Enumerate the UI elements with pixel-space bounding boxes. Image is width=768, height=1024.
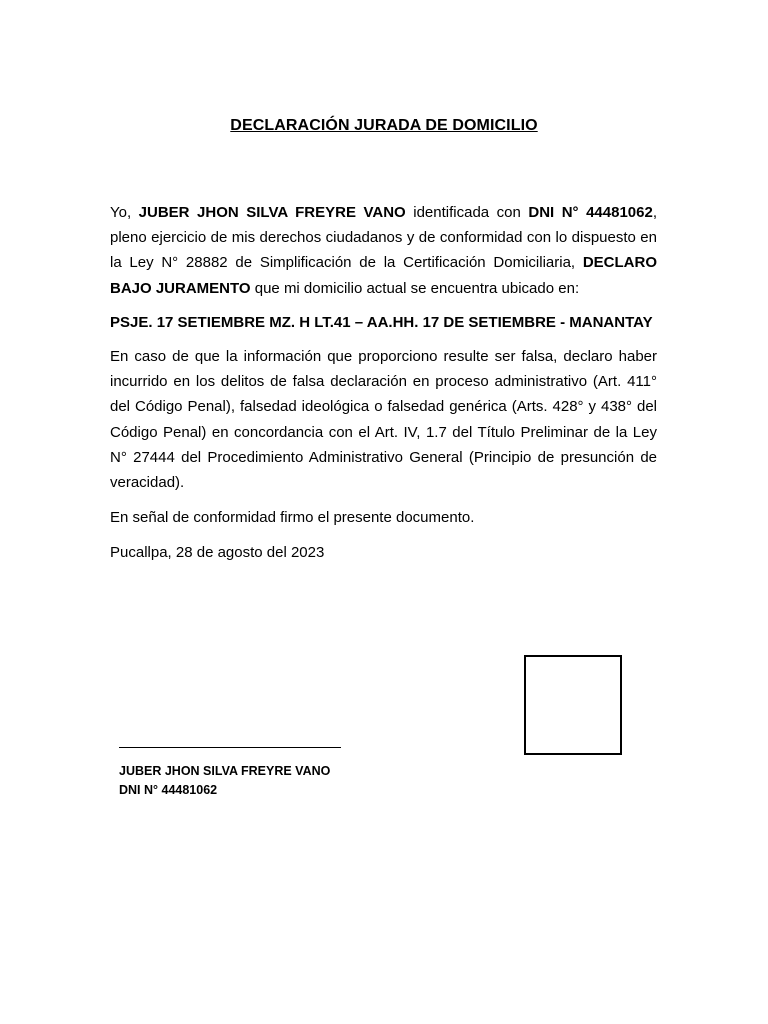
declaro-bajo-juramento: DECLARO BAJO JURAMENTO — [110, 254, 657, 297]
fingerprint-box — [524, 655, 622, 755]
signature-line — [119, 747, 341, 748]
intro-text-3: , pleno ejercicio de mis derechos ciudadanos y de conformidad con lo dispuesto en la Ley N° 28882 de Simplificación de la Certificación Domiciliaria, — [110, 204, 657, 272]
document-body — [110, 200, 657, 566]
conformity-paragraph: En señal de conformidad firmo el presente documento. — [110, 509, 475, 527]
intro-paragraph — [110, 200, 657, 301]
intro-text-2: identificada con — [405, 204, 529, 221]
address-paragraph: PSJE. 17 SETIEMBRE MZ. H LT.41 – AA.HH. 17 DE SETIEMBRE - MANANTAY — [110, 313, 653, 331]
warning-paragraph: En caso de que la información que proporciono resulte ser falsa, declaro haber incurrido en los delitos de falsa declaración en proceso administrativo (Art. 411° del Código Penal), falsedad ideológica o falsedad genérica (Arts. 428° y 438° del Código Penal) en concordancia con el Art. IV, 1.7 del Título Preliminar de la Ley N° 27444 del Procedimiento Administrativo General (Principio de presunción de veracidad). — [110, 348, 657, 492]
declarant-dni: DNI N° 44481062 — [528, 204, 653, 221]
document-title: DECLARACIÓN JURADA DE DOMICILIO — [230, 117, 538, 134]
signature-name: JUBER JHON SILVA FREYRE VANO — [119, 764, 331, 778]
intro-text-4: que mi domicilio actual se encuentra ubicado en: — [250, 279, 580, 297]
signature-dni: DNI N° 44481062 — [119, 783, 218, 797]
intro-text-1: Yo, — [110, 204, 139, 221]
declarant-name: JUBER JHON SILVA FREYRE VANO — [138, 204, 406, 221]
place-date: Pucallpa, 28 de agosto del 2023 — [110, 544, 325, 562]
signature-block — [119, 762, 330, 800]
